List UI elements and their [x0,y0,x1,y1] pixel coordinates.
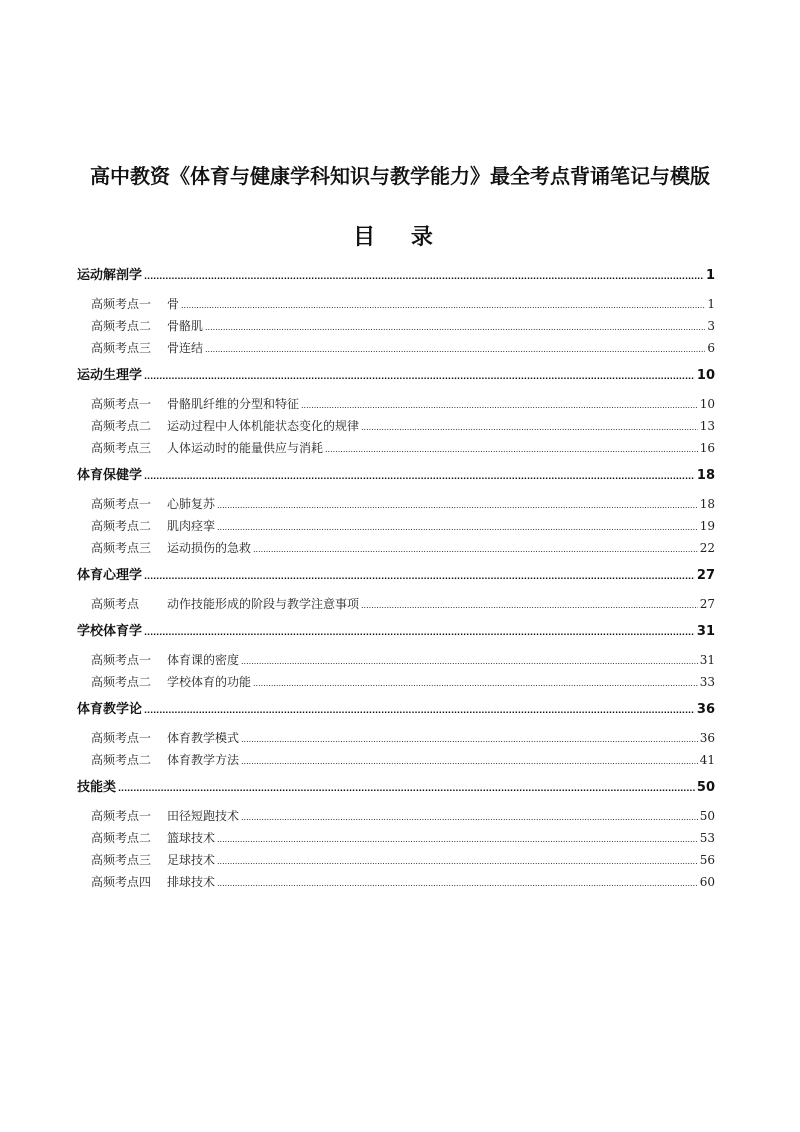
section-title: 体育心理学 [77,568,143,583]
toc-item-entry[interactable] [77,493,715,515]
item-label: 高频考点一 [91,653,152,667]
page-number: 50 [699,809,715,823]
dot-leader [301,393,698,415]
item-label: 高频考点一 [91,397,152,411]
toc-item-entry[interactable] [77,805,715,827]
page-number: 1 [705,268,715,283]
page-number: 33 [699,675,715,689]
section-title: 体育教学论 [77,702,143,717]
toc-section-entry[interactable] [77,621,715,643]
dot-leader [241,649,698,671]
toc-item-entry[interactable] [77,515,715,537]
dot-leader [144,465,695,487]
item-label: 高频考点二 [91,319,152,333]
page-number: 27 [696,568,715,583]
table-of-contents [77,265,715,899]
item-title: 体育教学方法 [167,753,240,767]
page-number: 22 [699,541,715,555]
page-number: 18 [699,497,715,511]
dot-leader [217,515,698,537]
toc-item-entry[interactable] [77,537,715,559]
page-number: 31 [696,624,715,639]
toc-item-entry[interactable] [77,337,715,359]
item-label: 高频考点二 [91,419,152,433]
section-title: 技能类 [77,780,117,795]
dot-leader [241,749,698,771]
item-title: 骨 [167,297,180,311]
page-number: 1 [707,297,715,311]
item-title: 篮球技术 [167,831,216,845]
toc-section-entry[interactable] [77,565,715,587]
toc-section-entry[interactable] [77,365,715,387]
item-title: 心肺复苏 [167,497,216,511]
page-number: 13 [699,419,715,433]
item-label: 高频考点一 [91,809,152,823]
toc-item-entry[interactable] [77,649,715,671]
item-title: 骨骼肌 [167,319,204,333]
item-label: 高频考点 [91,597,140,611]
dot-leader [241,805,698,827]
toc-item-entry[interactable] [77,315,715,337]
item-title: 运动过程中人体机能状态变化的规律 [167,419,360,433]
dot-leader [118,777,695,799]
page-number: 56 [699,853,715,867]
item-title: 运动损伤的急救 [167,541,252,555]
toc-item-entry[interactable] [77,293,715,315]
toc-item-entry[interactable] [77,871,715,893]
section-title: 运动解剖学 [77,268,143,283]
toc-section-entry[interactable] [77,465,715,487]
toc-section-entry[interactable] [77,777,715,799]
page-number: 36 [699,731,715,745]
item-label: 高频考点三 [91,541,152,555]
page-number: 31 [699,653,715,667]
toc-item-entry[interactable] [77,827,715,849]
toc-item-entry[interactable] [77,749,715,771]
toc-item-entry[interactable] [77,727,715,749]
toc-heading: 目 录 [353,225,447,250]
toc-section [77,777,715,893]
dot-leader [144,699,695,721]
dot-leader [325,437,698,459]
dot-leader [217,493,698,515]
item-title: 肌肉痉挛 [167,519,216,533]
document-title: 高中教资《体育与健康学科知识与教学能力》最全考点背诵笔记与模版 [90,164,710,188]
page-number: 19 [699,519,715,533]
dot-leader [205,337,705,359]
page-number: 53 [699,831,715,845]
section-title: 学校体育学 [77,624,143,639]
toc-item-entry[interactable] [77,415,715,437]
page-number: 18 [696,468,715,483]
item-label: 高频考点三 [91,341,152,355]
section-title: 体育保健学 [77,468,143,483]
page-number: 16 [699,441,715,455]
dot-leader [361,593,698,615]
dot-leader [144,265,704,287]
page-number: 41 [699,753,715,767]
item-label: 高频考点一 [91,497,152,511]
item-title: 体育课的密度 [167,653,240,667]
dot-leader [144,565,695,587]
dot-leader [241,727,698,749]
toc-section [77,699,715,771]
page-number: 60 [699,875,715,889]
item-label: 高频考点三 [91,441,152,455]
page-number: 6 [707,341,715,355]
toc-item-entry[interactable] [77,437,715,459]
item-label: 高频考点四 [91,875,152,889]
dot-leader [253,537,698,559]
page-number: 27 [699,597,715,611]
toc-section-entry[interactable] [77,265,715,287]
dot-leader [144,365,695,387]
toc-item-entry[interactable] [77,393,715,415]
dot-leader [217,871,698,893]
toc-item-entry[interactable] [77,593,715,615]
page-number: 36 [696,702,715,717]
item-title: 学校体育的功能 [167,675,252,689]
item-label: 高频考点一 [91,297,152,311]
page-number: 10 [696,368,715,383]
dot-leader [361,415,698,437]
toc-section [77,465,715,559]
toc-section-entry[interactable] [77,699,715,721]
item-label: 高频考点二 [91,675,152,689]
item-title: 田径短跑技术 [167,809,240,823]
item-title: 动作技能形成的阶段与教学注意事项 [167,597,360,611]
item-title: 体育教学模式 [167,731,240,745]
item-title: 排球技术 [167,875,216,889]
page-number: 50 [696,780,715,795]
item-title: 足球技术 [167,853,216,867]
dot-leader [205,315,705,337]
dot-leader [253,671,698,693]
dot-leader [217,827,698,849]
toc-section [77,365,715,459]
toc-section [77,621,715,693]
page-number: 10 [699,397,715,411]
item-label: 高频考点三 [91,853,152,867]
toc-item-entry[interactable] [77,849,715,871]
item-title: 骨连结 [167,341,204,355]
dot-leader [144,621,695,643]
toc-item-entry[interactable] [77,671,715,693]
item-label: 高频考点二 [91,519,152,533]
page-number: 3 [707,319,715,333]
toc-section [77,565,715,615]
item-label: 高频考点二 [91,753,152,767]
item-title: 人体运动时的能量供应与消耗 [167,441,324,455]
item-label: 高频考点二 [91,831,152,845]
dot-leader [181,293,705,315]
dot-leader [217,849,698,871]
item-title: 骨骼肌纤维的分型和特征 [167,397,300,411]
section-title: 运动生理学 [77,368,143,383]
item-label: 高频考点一 [91,731,152,745]
toc-section [77,265,715,359]
